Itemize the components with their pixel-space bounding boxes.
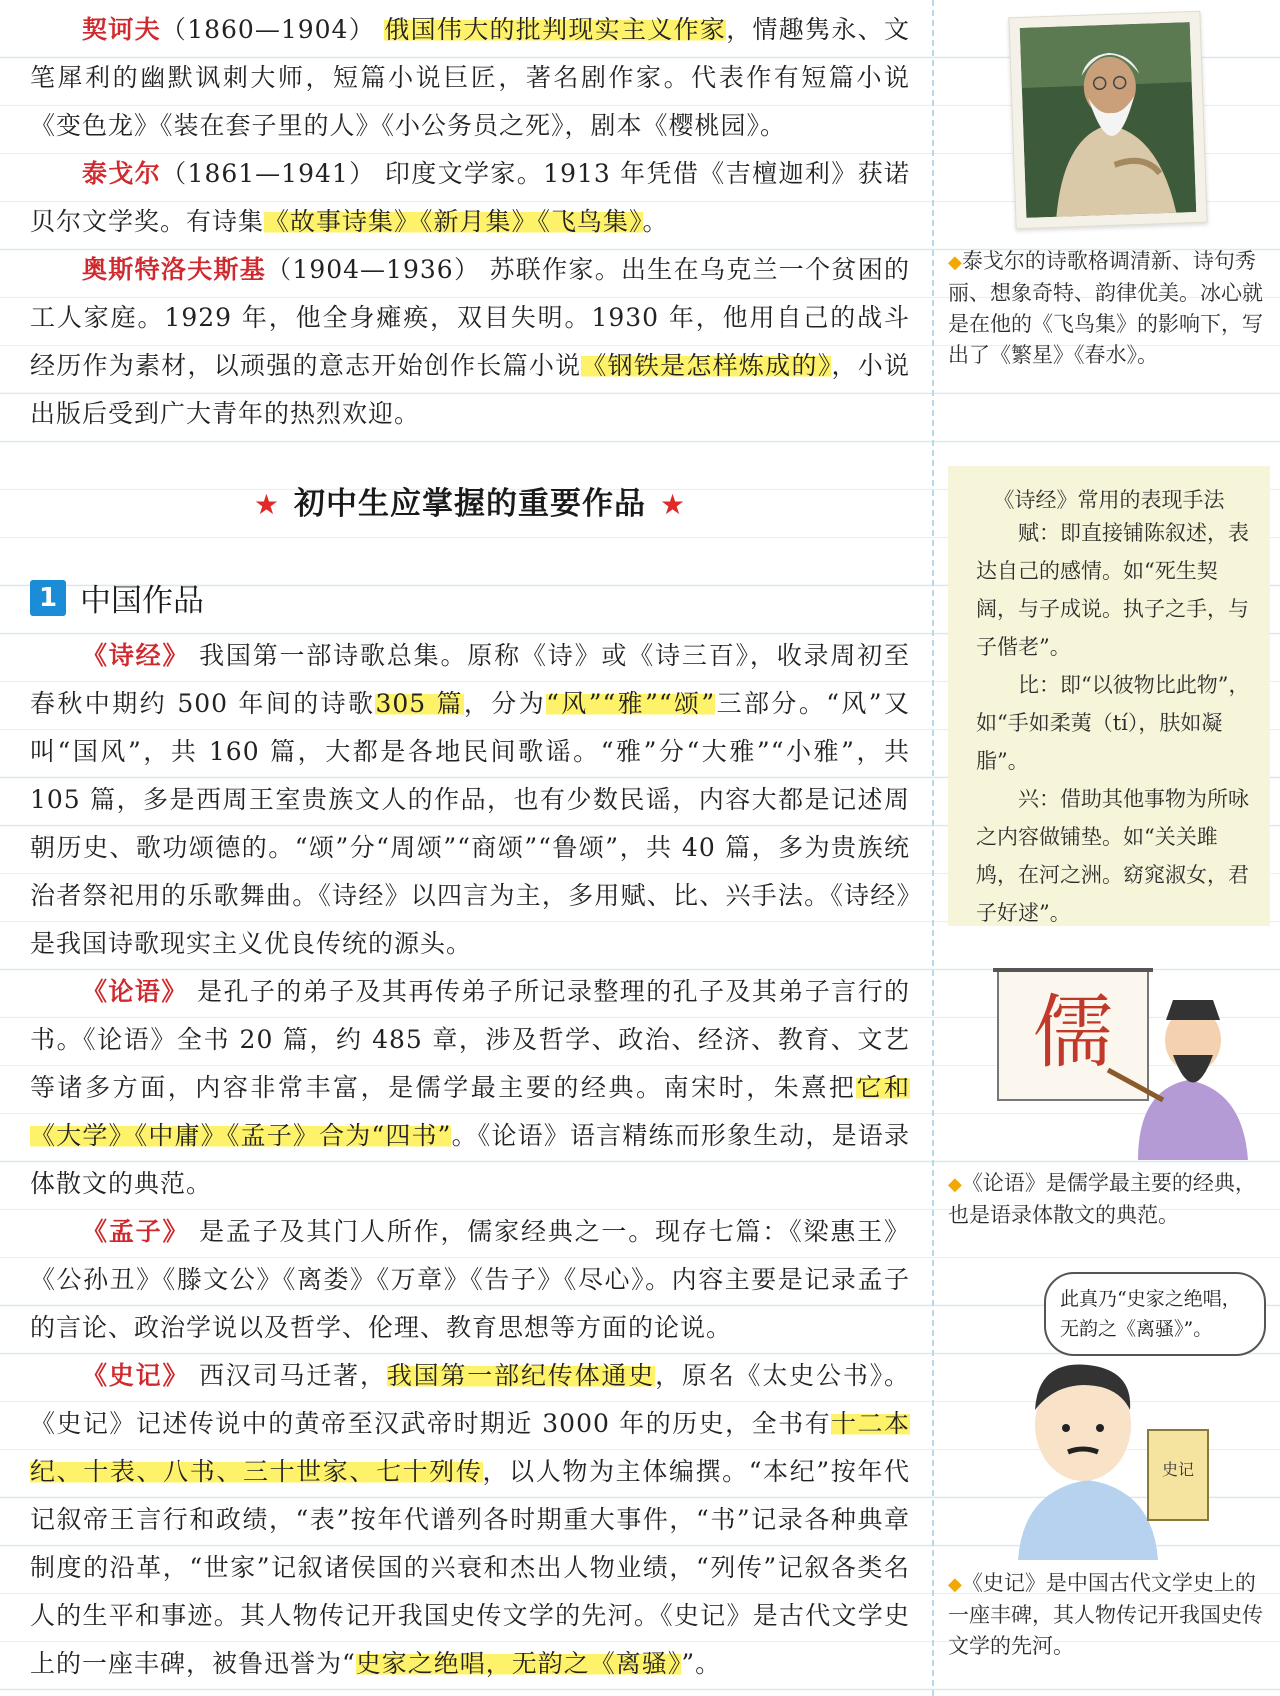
sima-qian-illustration [978, 1350, 1258, 1564]
technique-bi: 比：即“以彼物比此物”，如“手如柔荑（tí），肤如凝脂”。 [976, 673, 1250, 773]
star-icon: ★ [253, 488, 280, 521]
book-label: 史记 [1161, 1460, 1195, 1479]
column-divider [932, 0, 935, 1696]
work-text: ，以人物为主体编撰。“本纪”按年代记叙帝王言行和政绩，“表”按年代谱列各时期重大事件，“书”记录各种典章制度的沿革，“世家”记叙诸侯国的兴衰和杰出人物业绩，“列传”记叙各类名人的生平和事迹。其人物传记开我国史传文学的先河。《史记》是古代文学史上的一座丰碑，被鲁迅誉为“ [30, 1457, 910, 1678]
lunyu-caption [948, 1168, 1268, 1231]
shiji-caption [948, 1568, 1268, 1662]
tagore-portrait-image [1008, 11, 1207, 230]
highlight-text: 《故事诗集》《新月集》《飞鸟集》 [264, 207, 643, 236]
star-icon: ★ [660, 488, 687, 521]
highlight-text: 305 篇 [375, 689, 464, 718]
work-title: 《史记》 [82, 1361, 190, 1390]
author-desc: 印度文学家。1913 年凭借《吉檀迦利》获诺贝尔文学奖。有诗集 [30, 159, 910, 236]
work-mengzi [30, 1208, 910, 1352]
work-shiji [30, 1352, 910, 1688]
author-years: （1860—1904） [160, 15, 376, 44]
highlight-text: 史家之绝唱，无韵之《离骚》 [355, 1649, 682, 1678]
author-ostrovsky [30, 246, 910, 438]
section-title [30, 478, 910, 523]
caption-text: 《史记》是中国古代文学史上的一座丰碑，其人物传记开我国史传文学的先河。 [948, 1571, 1263, 1658]
subsection-label: 中国作品 [80, 583, 204, 619]
work-title: 《诗经》 [82, 641, 190, 670]
subsection-heading [30, 575, 204, 620]
diamond-icon: ◆ [948, 1174, 962, 1195]
work-shijing [30, 632, 910, 968]
subsection-number-badge: 1 [30, 580, 66, 616]
highlight-text: 十二本纪、十表、八书、三十世家、七十列传 [30, 1409, 910, 1486]
work-text: 是孔子的弟子及其再传弟子所记录整理的孔子及其弟子言行的书。《论语》全书 20 篇，约 485 章，涉及哲学、政治、经济、教育、文艺等诸多方面，内容非常丰富，是儒学最主要的经典。南宋时，朱熹把 [30, 977, 910, 1102]
technique-xing: 兴：借助其他事物为所咏之内容做铺垫。如“关关雎鸠，在河之洲。窈窕淑女，君子好逑”。 [976, 787, 1249, 925]
author-desc: 苏联作家。出生在乌克兰一个贫困的工人家庭。1929 年，他全身瘫痪，双目失明。1930 年，他用自己的战斗经历作为素材，以顽强的意志开始创作长篇小说 [30, 255, 911, 380]
author-tagore [30, 150, 910, 246]
author-chekhov [30, 6, 910, 150]
author-years: （1904—1936） [266, 255, 481, 284]
highlight-text: 它和《大学》《中庸》《孟子》合为“四书” [30, 1073, 910, 1150]
caption-text: 泰戈尔的诗歌格调清新、诗句秀丽、想象奇特、韵律优美。冰心就是在他的《飞鸟集》的影响下，写出了《繁星》《春水》。 [948, 249, 1263, 367]
work-text: 。《论语》语言精练而形象生动，是语录体散文的典范。 [30, 1121, 910, 1198]
work-title: 《孟子》 [82, 1217, 190, 1246]
work-text: ，原名《太史公书》。《史记》记述传说中的黄帝至汉武帝时期近 3000 年的历史，全书有 [30, 1361, 910, 1438]
highlight-text: 俄国伟大的批判现实主义作家 [384, 15, 727, 44]
author-desc: ，情趣隽永、文笔犀利的幽默讽刺大师，短篇小说巨匠，著名剧作家。代表作有短篇小说《变色龙》《装在套子里的人》《小公务员之死》，剧本《樱桃园》。 [30, 15, 910, 140]
author-name: 泰戈尔 [82, 159, 162, 188]
tagore-caption [948, 246, 1268, 371]
shijing-techniques-box [948, 466, 1270, 926]
technique-fu: 赋：即直接铺陈叙述，表达自己的感情。如“死生契阔，与子成说。执子之手，与子偕老”。 [976, 521, 1249, 659]
author-desc-end: 。 [642, 207, 669, 236]
highlight-text: 《钢铁是怎样炼成的》 [581, 351, 832, 380]
highlight-text: 我国第一部纪传体通史 [386, 1361, 656, 1390]
author-years: （1861—1941） [161, 159, 376, 188]
work-text: 我国第一部诗歌总集。原称《诗》或《诗三百》，收录周初至春秋中期约 500 年间的诗歌 [30, 641, 910, 718]
work-lunyu [30, 968, 910, 1208]
caption-text: 《论语》是儒学最主要的经典，也是语录体散文的典范。 [948, 1171, 1256, 1227]
work-text: 是孟子及其门人所作，儒家经典之一。现存七篇：《梁惠王》《公孙丑》《滕文公》《离娄》《万章》《告子》《尽心》。内容主要是记录孟子的言论、政治学说以及哲学、伦理、教育思想等方面的论说。 [30, 1217, 910, 1342]
diamond-icon: ◆ [948, 252, 962, 273]
work-text: ，分为 [463, 689, 547, 718]
highlight-text: “风”“雅”“颂” [546, 689, 716, 718]
box-title: 《诗经》常用的表现手法 [993, 488, 1225, 512]
author-desc-end: ，小说出版后受到广大青年的热烈欢迎。 [30, 351, 910, 428]
work-text: ”。 [681, 1649, 722, 1678]
author-name: 奥斯特洛夫斯基 [82, 255, 267, 284]
ru-character: 儒 [1033, 986, 1113, 1079]
box-body [948, 514, 1270, 932]
author-name: 契诃夫 [82, 15, 161, 44]
speech-bubble: 此真乃“史家之绝唱，无韵之《离骚》”。 [1044, 1272, 1266, 1356]
section-title-text: 初中生应掌握的重要作品 [294, 486, 646, 522]
work-title: 《论语》 [82, 977, 188, 1006]
work-text: 西汉司马迁著， [189, 1361, 387, 1390]
diamond-icon: ◆ [948, 1574, 962, 1595]
work-text: 三部分。“风”又叫“国风”，共 160 篇，大都是各地民间歌谣。“雅”分“大雅”“小雅”，共 105 篇，多是西周王室贵族文人的作品，也有少数民谣，内容大都是记述周朝历史、歌功颂德的。“颂”分“周颂”“商颂”“鲁颂”，共 40 篇，多为贵族统治者祭祀用的乐歌舞曲。《诗经》以四言为主，多用赋、比、兴手法。《诗经》是我国诗歌现实主义优良传统的源头。 [30, 689, 910, 958]
confucius-illustration [988, 960, 1258, 1164]
